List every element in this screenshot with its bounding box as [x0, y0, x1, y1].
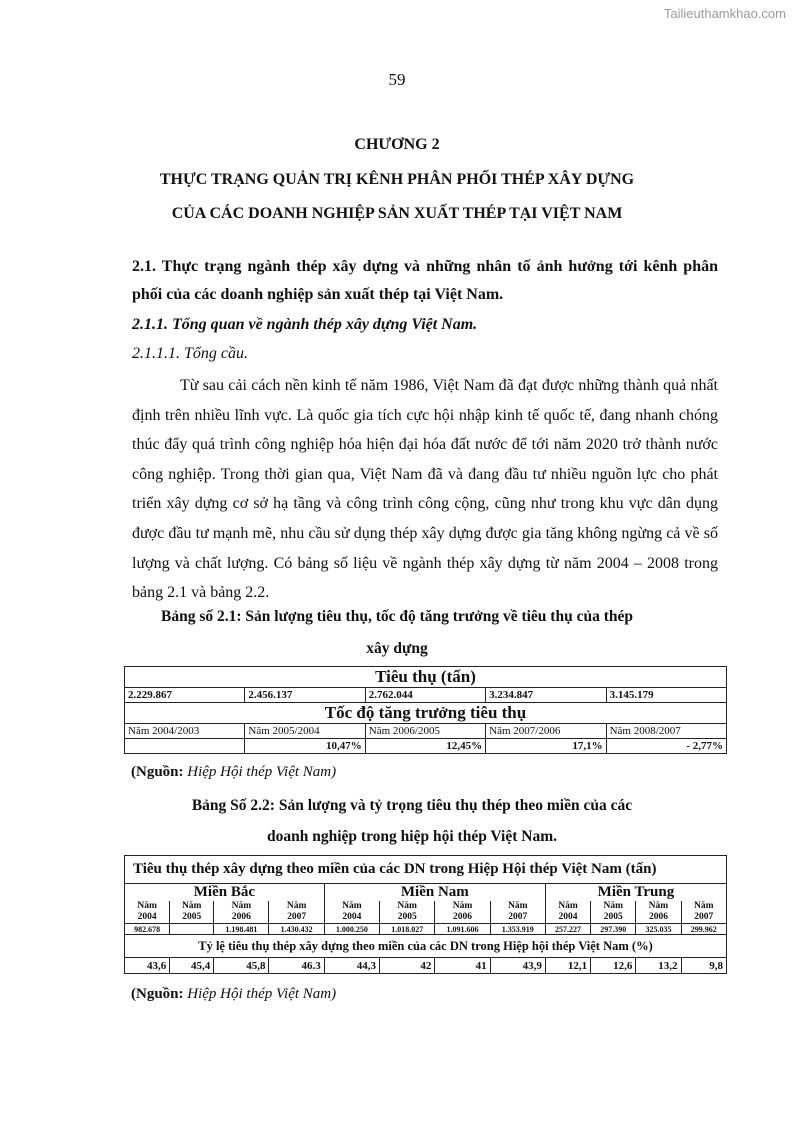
volume-cell: 1.353.919 — [490, 924, 545, 935]
year-value: 2004 — [558, 912, 578, 922]
source-text: Hiệp Hội thép Việt Nam) — [187, 986, 337, 1002]
source-text: Hiệp Hội thép Việt Nam) — [187, 764, 337, 780]
growth-value: 12,45% — [365, 739, 485, 754]
year-header — [170, 901, 214, 924]
share-cell: 12,1 — [545, 958, 590, 974]
year-word: Năm — [648, 901, 669, 911]
year-header — [636, 901, 681, 924]
year-header — [324, 901, 379, 924]
consumption-value: 2.229.867 — [125, 688, 245, 703]
growth-value — [125, 739, 245, 754]
growth-period: Năm 2004/2003 — [125, 724, 245, 739]
volume-cell: 297.390 — [591, 924, 636, 935]
year-word: Năm — [507, 901, 528, 911]
year-word: Năm — [603, 901, 623, 911]
table1-caption-line2: xây dựng — [366, 640, 428, 657]
growth-header: Tốc độ tăng trưởng tiêu thụ — [125, 703, 727, 724]
volume-cell: 1.018.027 — [380, 924, 435, 935]
region-north: Miền Bắc — [125, 884, 325, 902]
share-cell: 42 — [380, 958, 435, 974]
volume-cell: 1.091.606 — [435, 924, 490, 935]
year-word: Năm — [694, 901, 714, 911]
consumption-value: 3.145.179 — [606, 688, 726, 703]
year-header — [380, 901, 435, 924]
year-word: Năm — [342, 901, 362, 911]
year-value: 2005 — [603, 912, 623, 922]
subsubsection-heading: 2.1.1.1. Tổng cầu. — [132, 345, 248, 362]
volume-cell: 325.035 — [636, 924, 681, 935]
year-value: 2006 — [231, 912, 251, 922]
share-cell: 46.3 — [269, 958, 324, 974]
share-cell: 44,3 — [324, 958, 379, 974]
year-word: Năm — [286, 901, 307, 911]
region-south: Miền Nam — [324, 884, 545, 902]
year-value: 2006 — [648, 912, 668, 922]
year-word: Năm — [452, 901, 473, 911]
share-title: Tỷ lệ tiêu thụ thép xây dựng theo miền của các DN trong Hiệp hội thép Việt Nam (%) — [125, 935, 727, 958]
volume-cell — [170, 924, 214, 935]
year-header — [269, 901, 324, 924]
year-header — [125, 901, 170, 924]
year-word: Năm — [137, 901, 157, 911]
consumption-value: 3.234.847 — [486, 688, 606, 703]
year-value: 2007 — [694, 912, 714, 922]
source-label: (Nguồn: — [131, 764, 184, 780]
consumption-value: 2.456.137 — [245, 688, 365, 703]
consumption-value: 2.762.044 — [365, 688, 485, 703]
year-value: 2006 — [452, 912, 472, 922]
table1-source — [131, 764, 336, 781]
growth-period: Năm 2007/2006 — [486, 724, 606, 739]
share-cell: 43,9 — [490, 958, 545, 974]
year-value: 2004 — [342, 912, 362, 922]
table2-source — [131, 986, 336, 1003]
year-header — [214, 901, 269, 924]
growth-period: Năm 2005/2004 — [245, 724, 365, 739]
regional-table-title: Tiêu thụ thép xây dựng theo miền của các DN trong Hiệp Hội thép Việt Nam (tấn) — [125, 856, 727, 884]
year-word: Năm — [397, 901, 417, 911]
year-word: Năm — [181, 901, 202, 911]
share-cell: 45,8 — [214, 958, 269, 974]
year-value: 2007 — [287, 912, 307, 922]
year-value: 2007 — [508, 912, 528, 922]
consumption-table — [124, 666, 727, 754]
table1-caption-line1: Bảng số 2.1: Sản lượng tiêu thụ, tốc độ tăng trưởng về tiêu thụ của thép — [161, 608, 633, 625]
volume-cell: 1.000.250 — [324, 924, 379, 935]
chapter-title-line1: THỰC TRẠNG QUẢN TRỊ KÊNH PHÂN PHỐI THÉP XÂY DỰNG — [159, 171, 635, 188]
growth-value: 10,47% — [245, 739, 365, 754]
year-header — [681, 901, 726, 924]
year-value: 2005 — [182, 912, 202, 922]
section-heading: 2.1. Thực trạng ngành thép xây dựng và những nhân tố ảnh hưởng tới kênh phân phối của các doanh nghiệp sản xuất thép tại Việt Nam. — [132, 258, 718, 303]
table2-caption-line2: doanh nghiệp trong hiệp hội thép Việt Nam. — [267, 828, 557, 845]
volume-cell: 982.678 — [125, 924, 170, 935]
growth-value: 17,1% — [486, 739, 606, 754]
body-paragraph — [132, 371, 718, 608]
share-cell: 13,2 — [636, 958, 681, 974]
volume-cell: 299.962 — [681, 924, 726, 935]
year-value: 2004 — [137, 912, 157, 922]
source-label: (Nguồn: — [131, 986, 184, 1002]
regional-table — [124, 855, 727, 974]
watermark: Tailieuthamkhao.com — [663, 6, 786, 21]
table2-caption-line1: Bảng Số 2.2: Sản lượng và tỷ trọng tiêu thụ thép theo miền của các — [191, 797, 633, 814]
growth-value: - 2,77% — [606, 739, 726, 754]
share-cell: 12,6 — [591, 958, 636, 974]
year-header — [435, 901, 490, 924]
share-cell: 45,4 — [170, 958, 214, 974]
year-header — [591, 901, 636, 924]
year-header — [545, 901, 590, 924]
year-value: 2005 — [397, 912, 417, 922]
volume-cell: 1.198.481 — [214, 924, 269, 935]
year-word: Năm — [558, 901, 578, 911]
share-cell: 43,6 — [125, 958, 170, 974]
volume-cell: 1.430.432 — [269, 924, 324, 935]
region-central: Miền Trung — [545, 884, 726, 902]
page-number: 59 — [388, 70, 406, 89]
growth-period: Năm 2008/2007 — [606, 724, 726, 739]
paragraph-text: Từ sau cải cách nền kinh tế năm 1986, Việt Nam đã đạt được những thành quả nhất định trên nhiều lĩnh vực. Là quốc gia tích cực hội nhập kinh tế quốc tế, đang nhanh chóng thúc đẩy quá trình công nghiệp hóa hiện đại hóa đất nước để tới năm 2020 trở thành nước công nghiệp. Trong thời gian qua, Việt Nam đã và đang đầu tư nhiều nguồn lực cho phát triển xây dựng cơ sở hạ tầng và công trình công cộng, cũng như trong khu vực dân dụng được đầu tư mạnh mẽ, nhu cầu sử dụng thép xây dựng được gia tăng không ngừng cả về số lượng và chất lượng. Có bảng số liệu về ngành thép xây dựng từ năm 2004 – 2008 trong bảng 2.1 và bảng 2.2. — [132, 377, 718, 602]
chapter-title-line2: CỦA CÁC DOANH NGHIỆP SẢN XUẤT THÉP TẠI VIỆT NAM — [171, 205, 623, 222]
year-word: Năm — [231, 901, 252, 911]
consumption-header: Tiêu thụ (tấn) — [125, 667, 727, 688]
share-cell: 9,8 — [681, 958, 726, 974]
share-cell: 41 — [435, 958, 490, 974]
year-header — [490, 901, 545, 924]
chapter-label: CHƯƠNG 2 — [354, 136, 440, 153]
volume-cell: 257.227 — [545, 924, 590, 935]
subsection-heading: 2.1.1. Tổng quan về ngành thép xây dựng Việt Nam. — [132, 316, 478, 333]
growth-period: Năm 2006/2005 — [365, 724, 485, 739]
